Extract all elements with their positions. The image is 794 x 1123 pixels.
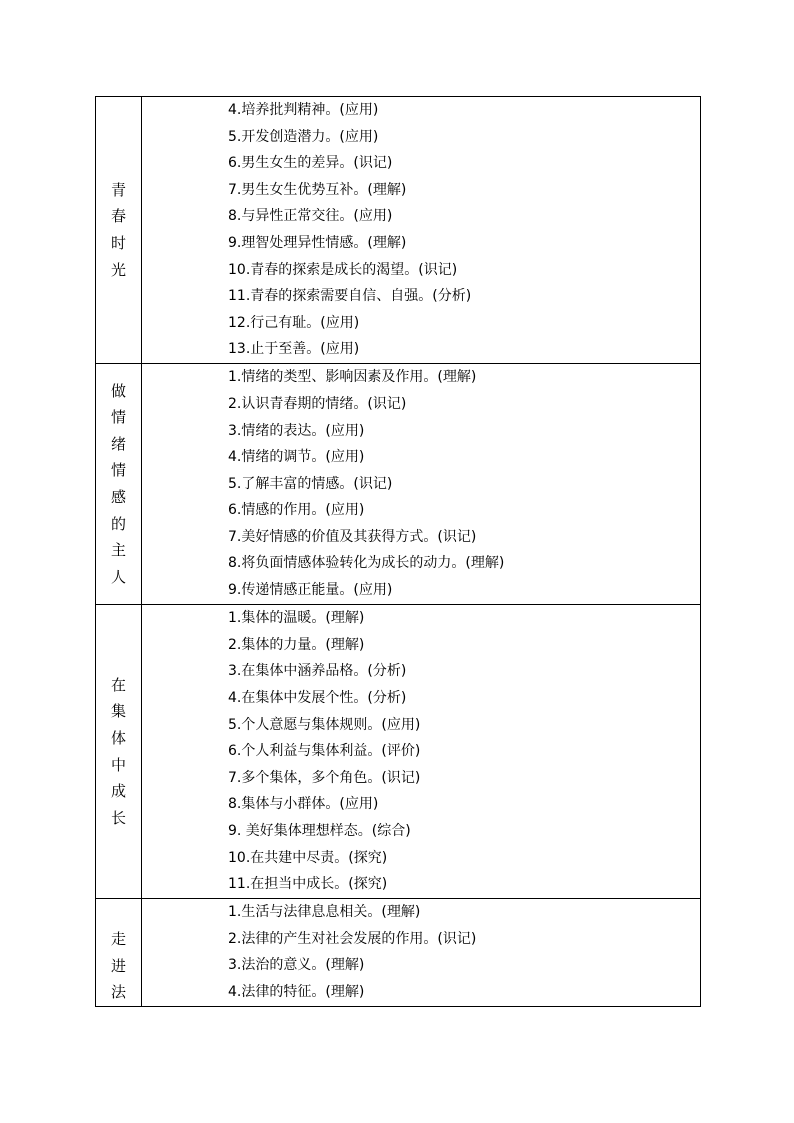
title-char: 光 <box>110 260 126 279</box>
list-item: 8.与异性正常交往。(应用) <box>228 208 393 225</box>
list-item: 6.个人利益与集体利益。(评价) <box>228 743 421 760</box>
list-item: 4.培养批判精神。(应用) <box>228 102 379 119</box>
title-char: 进 <box>110 956 126 975</box>
title-char: 中 <box>110 755 126 774</box>
title-char: 青 <box>110 180 126 199</box>
title-char: 在 <box>110 675 126 694</box>
title-char: 春 <box>110 207 126 226</box>
title-char: 情 <box>110 408 126 427</box>
title-char: 做 <box>110 381 126 400</box>
section-title <box>96 899 141 1006</box>
section-row <box>96 605 701 899</box>
list-item: 13.止于至善。(应用) <box>228 341 360 358</box>
title-char: 主 <box>110 541 126 560</box>
section-row <box>96 364 701 605</box>
list-item: 10.青春的探索是成长的渴望。(识记) <box>228 261 458 278</box>
list-item: 11.在担当中成长。(探究) <box>228 876 388 893</box>
title-char: 走 <box>110 930 126 948</box>
list-item: 2.法律的产生对社会发展的作用。(识记) <box>228 930 477 947</box>
list-item: 8.将负面情感体验转化为成长的动力。(理解) <box>228 555 505 572</box>
title-char: 成 <box>110 782 126 801</box>
section-items-cell <box>142 97 701 364</box>
section-title-cell <box>96 97 142 364</box>
title-char: 法 <box>110 983 126 1002</box>
list-item: 5.了解丰富的情感。(识记) <box>228 475 393 492</box>
section-title <box>96 177 141 283</box>
section-row <box>96 97 701 364</box>
list-item: 7.多个集体，多个角色。(识记) <box>228 769 421 786</box>
section-title-cell <box>96 605 142 899</box>
list-item: 10.在共建中尽责。(探究) <box>228 849 388 866</box>
title-char: 感 <box>110 488 126 506</box>
list-item: 8.集体与小群体。(应用) <box>228 796 379 813</box>
title-char: 人 <box>110 567 126 586</box>
list-item: 4.情绪的调节。(应用) <box>228 449 365 466</box>
section-items-cell <box>142 364 701 605</box>
section-title-cell <box>96 364 142 605</box>
section-row <box>96 899 701 1007</box>
list-item: 9.传递情感正能量。(应用) <box>228 582 393 599</box>
list-item: 5.个人意愿与集体规则。(应用) <box>228 716 421 733</box>
list-item: 9. 美好集体理想样态。(综合) <box>228 822 411 839</box>
title-char: 体 <box>110 728 126 747</box>
section-items-cell <box>142 605 701 899</box>
title-char: 绪 <box>110 434 126 453</box>
list-item: 7.美好情感的价值及其获得方式。(识记) <box>228 528 477 545</box>
list-item: 3.在集体中涵养品格。(分析) <box>228 663 407 680</box>
title-char: 长 <box>110 808 126 827</box>
title-char: 情 <box>110 461 126 480</box>
title-char: 集 <box>110 702 126 721</box>
section-title-cell <box>96 899 142 1007</box>
list-item: 6.情感的作用。(应用) <box>228 502 365 519</box>
section-title <box>96 672 141 832</box>
list-item: 5.开发创造潜力。(应用) <box>228 128 379 145</box>
section-items-cell <box>142 899 701 1007</box>
list-item: 2.认识青春期的情绪。(识记) <box>228 395 407 412</box>
list-item: 1.集体的温暖。(理解) <box>228 610 365 627</box>
title-char: 时 <box>110 234 126 252</box>
list-item: 6.男生女生的差异。(识记) <box>228 155 393 172</box>
list-item: 4.在集体中发展个性。(分析) <box>228 690 407 707</box>
list-item: 1.生活与法律息息相关。(理解) <box>228 904 421 921</box>
title-char: 的 <box>110 514 126 533</box>
list-item: 7.男生女生优势互补。(理解) <box>228 181 407 198</box>
list-item: 1.情绪的类型、影响因素及作用。(理解) <box>228 369 477 386</box>
section-title <box>96 378 141 591</box>
outline-table <box>95 96 701 1007</box>
list-item: 11.青春的探索需要自信、自强。(分析) <box>228 288 472 305</box>
list-item: 3.法治的意义。(理解) <box>228 957 365 974</box>
list-item: 9.理智处理异性情感。(理解) <box>228 235 407 251</box>
list-item: 4.法律的特征。(理解) <box>228 983 365 1000</box>
list-item: 12.行己有耻。(应用) <box>228 314 360 331</box>
list-item: 2.集体的力量。(理解) <box>228 636 365 653</box>
list-item: 3.情绪的表达。(应用) <box>228 422 365 439</box>
